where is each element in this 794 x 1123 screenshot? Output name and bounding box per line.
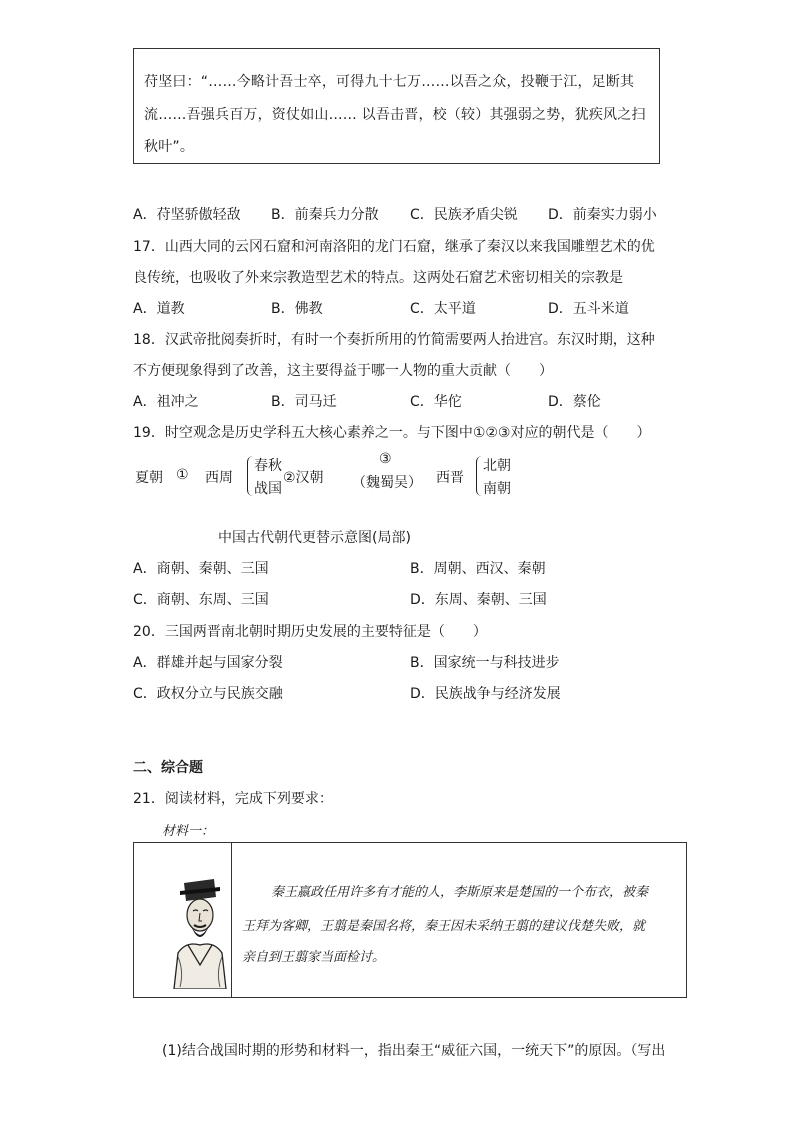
diagram-brace-chunqiu-zhanguo: [247, 456, 254, 496]
q20-stem: 20．三国两晋南北朝时期历史发展的主要特征是（ ）: [133, 624, 487, 640]
q19-stem: 19．时空观念是历史学科五大核心素养之一。与下图中①②③对应的朝代是（ ）: [133, 425, 651, 441]
diagram-xijin: 西晋: [436, 470, 464, 486]
q19-option-b[interactable]: B．周朝、西汉、秦朝: [410, 561, 546, 577]
q20-option-b[interactable]: B．国家统一与科技进步: [410, 655, 560, 671]
diagram-brace-beichao-nanchao: [476, 456, 483, 496]
q16-quote-line-1: 苻坚曰：“……今略计吾士卒，可得九十七万……以吾之众，投鞭于江，足断其: [144, 74, 635, 90]
q20-option-d[interactable]: D．民族战争与经济发展: [410, 686, 561, 702]
diagram-nanchao: 南朝: [483, 481, 511, 497]
q17-stem-line-2: 良传统，也吸收了外来宗教造型艺术的特点。这两处石窟艺术密切相关的宗教是: [133, 270, 623, 286]
diagram-zhanguo: 战国: [254, 481, 282, 497]
diagram-beichao: 北朝: [483, 458, 511, 474]
q20-option-c[interactable]: C．政权分立与民族交融: [133, 686, 283, 702]
q16-option-d[interactable]: D．前秦实力弱小: [548, 207, 657, 223]
q17-option-b[interactable]: B．佛教: [271, 301, 323, 317]
q18-stem-line-1: 18．汉武帝批阅奏折时，有时一个奏折所用的竹简需要两人抬进宫。东汉时期，这种: [133, 332, 655, 348]
q19-option-d[interactable]: D．东周、秦朝、三国: [410, 592, 547, 608]
q17-option-d[interactable]: D．五斗米道: [548, 301, 629, 317]
q18-stem-line-2: 不方便现象得到了改善，这主要得益于哪一人物的重大贡献（ ）: [133, 363, 553, 379]
material-line-3: 亲自到王翦家当面检讨。: [242, 950, 386, 965]
q18-option-a[interactable]: A．祖冲之: [133, 394, 199, 410]
material-line-1: 秦王嬴政任用许多有才能的人，李斯原来是楚国的一个布衣，被秦: [271, 885, 649, 900]
q16-quote-line-2: 流……吾强兵百万，资仗如山…… 以吾击晋，校（较）其强弱之势，犹疾风之扫: [144, 107, 646, 123]
diagram-chunqiu: 春秋: [254, 458, 282, 474]
q17-stem-line-1: 17．山西大同的云冈石窟和河南洛阳的龙门石窟，继承了秦汉以来我国雕塑艺术的优: [133, 239, 655, 255]
diagram-han: ②汉朝: [283, 470, 324, 486]
q17-option-a[interactable]: A．道教: [133, 301, 185, 317]
q18-option-c[interactable]: C．华佗: [410, 394, 462, 410]
q19-option-a[interactable]: A．商朝、秦朝、三国: [133, 561, 269, 577]
material-box: [133, 842, 687, 998]
q17-option-c[interactable]: C．太平道: [410, 301, 476, 317]
q16-option-a[interactable]: A．苻坚骄傲轻敌: [133, 207, 241, 223]
material-line-2: 王拜为客卿，王翦是秦国名将，秦王因未采纳王翦的建议伐楚失败，就: [242, 919, 646, 934]
qin-portrait-image: [166, 861, 230, 989]
diagram-weishuwu: （魏蜀吴）: [352, 475, 422, 491]
section-title: 二、综合题: [133, 760, 203, 776]
material-label: 材料一：: [162, 824, 215, 839]
material-divider: [231, 843, 232, 997]
diagram-caption: 中国古代朝代更替示意图(局部): [218, 530, 411, 546]
q19-option-c[interactable]: C．商朝、东周、三国: [133, 592, 269, 608]
q18-option-b[interactable]: B．司马迁: [271, 394, 337, 410]
diagram-xia: 夏朝: [135, 470, 163, 486]
q18-option-d[interactable]: D．蔡伦: [548, 394, 601, 410]
q21-sub-question-1: (1)结合战国时期的形势和材料一，指出秦王“威征六国，一统天下”的原因。（写出: [162, 1043, 666, 1059]
q21-stem: 21．阅读材料，完成下列要求：: [133, 791, 333, 807]
q16-option-c[interactable]: C．民族矛盾尖锐: [410, 207, 518, 223]
q20-option-a[interactable]: A．群雄并起与国家分裂: [133, 655, 283, 671]
diagram-xizhou: 西周: [205, 470, 233, 486]
diagram-marker-3: ③: [379, 451, 392, 467]
q16-option-b[interactable]: B．前秦兵力分散: [271, 207, 379, 223]
q16-quote-box: [133, 48, 660, 164]
q16-quote-line-3: 秋叶”。: [144, 139, 195, 155]
diagram-marker-1: ①: [176, 467, 189, 483]
